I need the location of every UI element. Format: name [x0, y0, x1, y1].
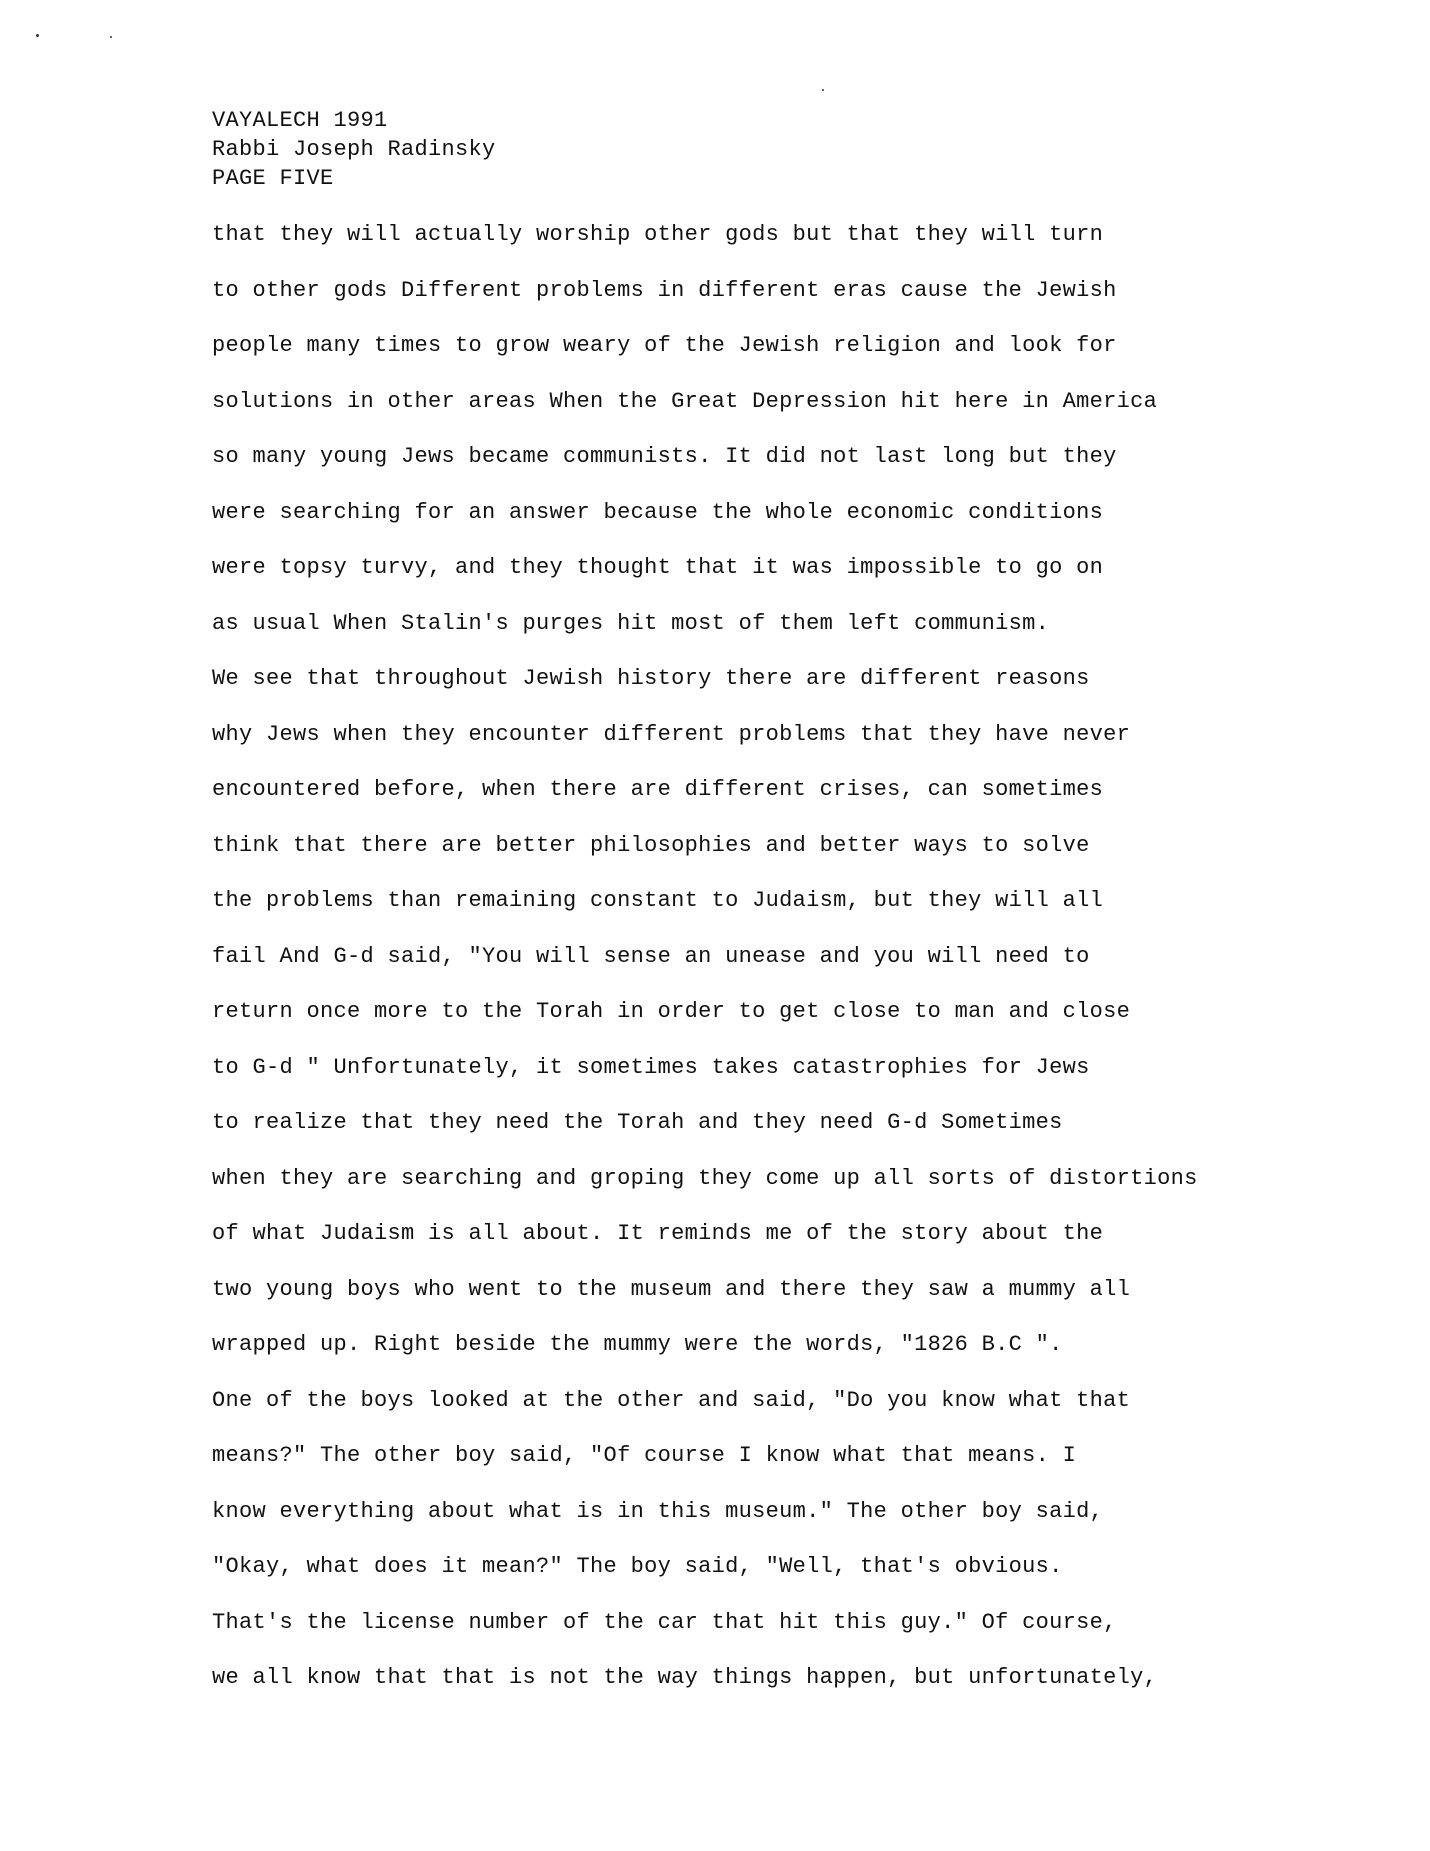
text-line: return once more to the Torah in order to get close to man and close [212, 999, 1131, 1024]
text-line: encountered before, when there are different crises, can sometimes [212, 777, 1104, 802]
text-line: "Okay, what does it mean?" The boy said, "Well, that's obvious. [212, 1554, 1063, 1579]
text-line: were searching for an answer because the whole economic conditions [212, 499, 1104, 525]
text-line: We see that throughout Jewish history there are different reasons [212, 666, 1090, 691]
text-line: that they will actually worship other gods but that they will turn [212, 222, 1104, 247]
text-line: as usual When Stalin's purges hit most of them left communism. [212, 610, 1050, 636]
text-line: two young boys who went to the museum and there they saw a mummy all [212, 1276, 1131, 1302]
text-line: so many young Jews became communists. It did not last long but they [212, 444, 1117, 469]
text-line: of what Judaism is all about. It reminds me of the story about the [212, 1221, 1104, 1246]
text-line: to other gods Different problems in different eras cause the Jewish [212, 277, 1117, 303]
document-title: VAYALECH 1991 [212, 108, 388, 133]
text-line: why Jews when they encounter different problems that they have never [212, 721, 1131, 747]
scan-speck [822, 89, 824, 91]
text-line: were topsy turvy, and they thought that it was impossible to go on [212, 555, 1104, 580]
text-line: means?" The other boy said, "Of course I know what that means. I [212, 1443, 1077, 1468]
text-line: we all know that that is not the way things happen, but unfortunately, [212, 1665, 1158, 1690]
text-line: One of the boys looked at the other and said, "Do you know what that [212, 1387, 1131, 1413]
text-line: That's the license number of the car that hit this guy." Of course, [212, 1609, 1117, 1635]
text-line: when they are searching and groping they come up all sorts of distortions [212, 1165, 1198, 1191]
text-line: the problems than remaining constant to Judaism, but they will all [212, 888, 1104, 913]
text-line: people many times to grow weary of the Jewish religion and look for [212, 333, 1117, 358]
text-line: think that there are better philosophies and better ways to solve [212, 832, 1090, 858]
scan-speck [36, 34, 39, 37]
text-line: wrapped up. Right beside the mummy were the words, "1826 B.C ". [212, 1332, 1063, 1357]
text-line: know everything about what is in this museum." The other boy said, [212, 1498, 1104, 1524]
text-line: fail And G-d said, "You will sense an unease and you will need to [212, 943, 1090, 969]
text-line: to G-d " Unfortunately, it sometimes takes catastrophies for Jews [212, 1054, 1090, 1080]
text-line: solutions in other areas When the Great Depression hit here in America [212, 388, 1158, 414]
scan-speck [110, 36, 112, 38]
text-line: to realize that they need the Torah and they need G-d Sometimes [212, 1110, 1063, 1135]
page-label: PAGE FIVE [212, 166, 334, 191]
document-author: Rabbi Joseph Radinsky [212, 137, 496, 162]
